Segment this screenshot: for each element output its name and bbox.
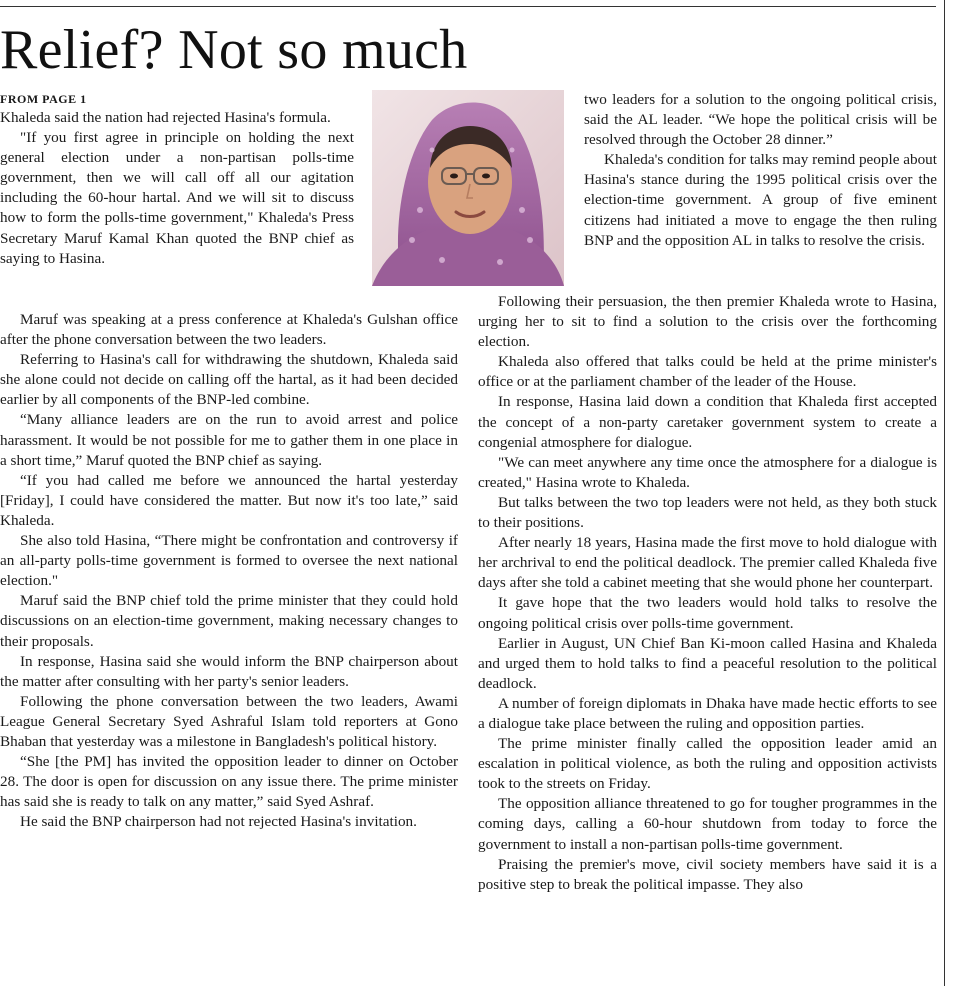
top-rule — [0, 6, 936, 7]
paragraph: Khaleda's condition for talks may remind people about Hasina's stance during the 1995 political crisis over the election-time government. A group of five eminent citizens had initiated a move to engage the then ruling BNP and the opposition AL in talks to resolve the crisis. — [584, 151, 937, 249]
paragraph: Following the phone conversation between the two leaders, Awami League General Secretary Syed Ashraful Islam told reporters at Gono Bhaban that yesterday was a milestone in Bangladesh's political history. — [0, 692, 458, 750]
column-divider-rule — [944, 0, 945, 986]
paragraph: Khaleda said the nation had rejected Hasina's formula. — [0, 109, 331, 126]
paragraph: He said the BNP chairperson had not rejected Hasina's invitation. — [20, 813, 417, 831]
paragraph: “She [the PM] has invited the opposition leader to dinner on October 28. The door is open for discussion on any issue there. The prime minister has said she is ready to talk on any matter,” said Syed Ashraf. — [0, 753, 458, 811]
article-column-c — [584, 90, 937, 251]
paragraph: Earlier in August, UN Chief Ban Ki-moon called Hasina and Khaleda and urged them to hold talks to find a peaceful resolution to the political deadlock. — [478, 634, 937, 692]
paragraph: “Many alliance leaders are on the run to avoid arrest and police harassment. It would be not possible for me to gather them in one place in a short time,” Maruf quoted the BNP chief as saying. — [0, 411, 458, 469]
paragraph: "We can meet anywhere any time once the atmosphere for a dialogue is created," Hasina wrote to Khaleda. — [478, 453, 937, 491]
paragraph: Khaleda also offered that talks could be held at the prime minister's office or at the parliament chamber of the leader of the House. — [478, 353, 937, 391]
paragraph: The opposition alliance threatened to go for tougher programmes in the coming days, calling a 60-hour shutdown from today to force the government to install a non-partisan polls-time government. — [478, 795, 937, 853]
article-column-b — [0, 310, 458, 832]
paragraph: She also told Hasina, “There might be confrontation and controversy if an all-party polls-time government is formed to oversee the next national election." — [0, 532, 458, 590]
paragraph: But talks between the two top leaders were not held, as they both stuck to their positions. — [478, 493, 937, 532]
article-column-d — [478, 292, 937, 895]
paragraph: Maruf was speaking at a press conference at Khaleda's Gulshan office after the phone conversation between the two leaders. — [0, 311, 458, 349]
paragraph: Maruf said the BNP chief told the prime minister that they could hold discussions on an election-time government, making necessary changes to their proposals. — [0, 592, 458, 650]
paragraph: A number of foreign diplomats in Dhaka have made hectic efforts to see a dialogue take place between the ruling and opposition parties. — [478, 694, 937, 732]
paragraph: The prime minister finally called the opposition leader amid an escalation in political violence, as both the ruling and opposition activists took to the streets on Friday. — [478, 735, 937, 793]
paragraph: "If you first agree in principle on holding the next general election under a non-partisan polls-time government, then we will call off all our agitation including the 60-hour hartal. And we will sit to discuss how to form the polls-time government," Khaleda's Press Secretary Maruf Kamal Khan quoted the BNP chief as saying to Hasina. — [0, 129, 354, 267]
paragraph: In response, Hasina said she would inform the BNP chairperson about the matter after consulting with her party's senior leaders. — [0, 652, 458, 690]
paragraph: Praising the premier's move, civil society members have said it is a positive step to break the political impasse. They also — [478, 855, 937, 893]
paragraph: Referring to Hasina's call for withdrawing the shutdown, Khaleda said she alone could not decide on calling off the hartal, as it had been decided earlier by all components of the BNP-led combine. — [0, 351, 458, 409]
paragraph: In response, Hasina laid down a condition that Khaleda first accepted the concept of a non-party caretaker government system to create a congenial atmosphere for dialogue. — [478, 393, 937, 451]
continuation-kicker: FROM PAGE 1 — [0, 92, 87, 106]
portrait-photo — [372, 90, 564, 286]
paragraph: Following their persuasion, the then premier Khaleda wrote to Hasina, urging her to sit to find a solution to the crisis over the forthcoming election. — [478, 293, 937, 351]
paragraph: After nearly 18 years, Hasina made the first move to hold dialogue with her archrival to end the political deadlock. The premier called Khaleda five days after she told a cabinet meeting that she would phone her counterpart. — [478, 534, 937, 592]
paragraph: “If you had called me before we announced the hartal yesterday [Friday], I could have considered the matter. But now it's too late,” said Khaleda. — [0, 471, 458, 529]
article-column-a — [0, 108, 354, 269]
paragraph: two leaders for a solution to the ongoing political crisis, said the AL leader. “We hope the political crisis will be resolved through the October 28 dinner.” — [584, 91, 937, 149]
paragraph: It gave hope that the two leaders would hold talks to resolve the ongoing political crisis over polls-time government. — [478, 594, 937, 632]
headline: Relief? Not so much — [0, 19, 468, 81]
portrait-photo-icon — [372, 90, 564, 286]
